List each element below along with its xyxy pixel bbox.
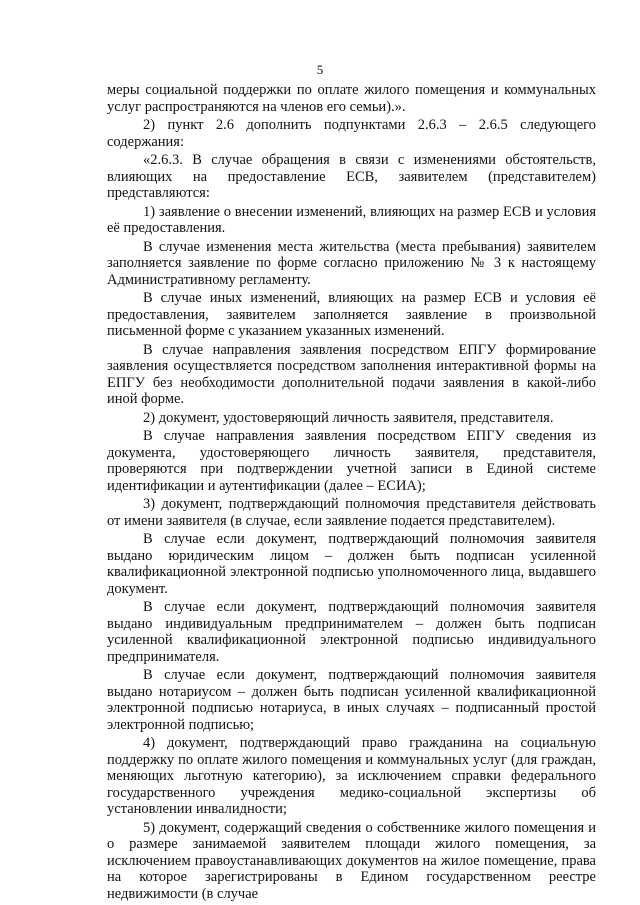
paragraph: «2.6.3. В случае обращения в связи с изменениями обстоятельств, влияющих на предоставление ЕСВ, заявителем (представителем) представляются:	[107, 152, 596, 201]
paragraph: В случае если документ, подтверждающий полномочия заявителя выдано индивидуальным предпринимателем – должен быть подписан усиленной квалификационной электронной подписью индивидуального предпринимателя.	[107, 599, 596, 665]
paragraph: 2) документ, удостоверяющий личность заявителя, представителя.	[143, 409, 554, 426]
paragraph: В случае если документ, подтверждающий полномочия заявителя выдано нотариусом – должен быть подписан усиленной квалификационной электронной подписью нотариуса, в иных случаях – подписанный простой электронной подписью;	[107, 667, 596, 733]
paragraph: 2) пункт 2.6 дополнить подпунктами 2.6.3 – 2.6.5 следующего содержания:	[107, 117, 596, 150]
paragraph: В случае если документ, подтверждающий полномочия заявителя выдано юридическим лицом – должен быть подписан усиленной квалификационной электронной подписью уполномоченного лица, выдавшего документ.	[107, 531, 596, 597]
page-number: 5	[316, 62, 324, 77]
paragraph: меры социальной поддержки по оплате жилого помещения и коммунальных услуг распространяются на членов его семьи).».	[107, 82, 596, 115]
paragraph: 5) документ, содержащий сведения о собственнике жилого помещения и о размере занимаемой заявителем площади жилого помещения, за исключением правоустанавливающих документов на жилое помещение, права на которое зарегистрированы в Едином государственном реестре недвижимости (в случае	[107, 819, 596, 902]
paragraph: В случае изменения места жительства (места пребывания) заявителем заполняется заявление по форме согласно приложению № 3 к настоящему Административному регламенту.	[107, 238, 596, 288]
paragraph: В случае направления заявления посредством ЕПГУ сведения из документа, удостоверяющего личность заявителя, представителя, проверяются при подтверждении учетной записи в Единой системе идентификации и аутентификации (далее – ЕСИА);	[107, 428, 596, 494]
paragraph: В случае направления заявления посредством ЕПГУ формирование заявления осуществляется посредством заполнения интерактивной формы на ЕПГУ без необходимости дополнительной подачи заявления в какой-либо иной форме.	[107, 341, 596, 407]
document-body	[107, 82, 596, 902]
paragraph: В случае иных изменений, влияющих на размер ЕСВ и условия её предоставления, заявителем заполняется заявление в произвольной письменной форме с указанием указанных изменений.	[107, 290, 596, 339]
paragraph: 1) заявление о внесении изменений, влияющих на размер ЕСВ и условия её предоставления.	[107, 203, 596, 236]
paragraph: 4) документ, подтверждающий право гражданина на социальную поддержку по оплате жилого помещения и коммунальных услуг (для граждан, меняющих льготную категорию), за исключением справки федерального государственного учреждения медико-социальной экспертизы об установлении инвалидности;	[107, 735, 596, 817]
paragraph: 3) документ, подтверждающий полномочия представителя действовать от имени заявителя (в случае, если заявление подается представителем).	[107, 496, 596, 529]
